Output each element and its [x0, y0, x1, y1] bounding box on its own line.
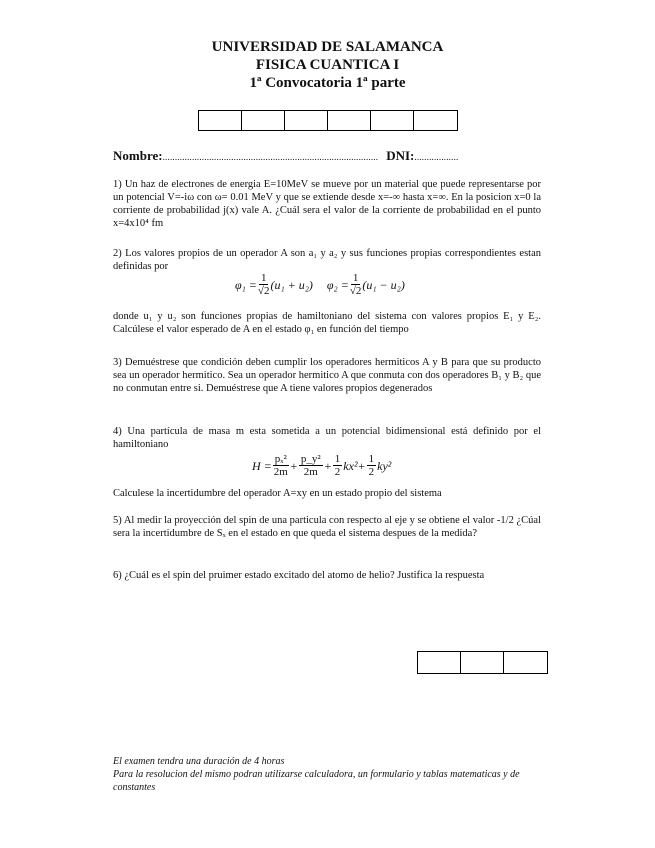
grade-boxes-bottom	[417, 651, 548, 674]
grade-cell[interactable]	[461, 652, 504, 673]
course-title: FISICA CUANTICA I	[255, 57, 400, 73]
eq-half-1	[333, 453, 343, 479]
eq-kx2: kx²	[343, 458, 358, 473]
eq-py-frac	[299, 453, 323, 479]
question-6: 6) ¿Cuál es el spin del pruimer estado excitado del atomo de helio? Justifica la respuesta	[113, 570, 485, 581]
grade-boxes-top	[198, 110, 458, 131]
eq-frac-2	[350, 272, 362, 298]
eq-diff: (u₁ − u₂)	[362, 277, 405, 292]
question-5: 5) Al medir la proyección del spin de una particula con respecto al eje y se obtiene el valor -1/2 ¿Cúal sera la incertidumbre de Sₓ en el estado en que queda el sistema despues de la medida?	[113, 515, 541, 539]
eq-px-frac	[273, 453, 289, 479]
eq-px-num: pₓ²	[274, 453, 287, 465]
eq-frac-1-num: 1	[260, 272, 267, 284]
student-info-row	[113, 148, 541, 164]
eq-plus-1: +	[289, 458, 298, 473]
eq-ky2: ky²	[377, 458, 392, 473]
grade-cell[interactable]	[371, 111, 414, 130]
question-1: 1) Un haz de electrones de energia E=10MeV se mueve por un material que puede representarse por un potencial V=-iω con ω= 0.01 MeV y que se extiende desde x=-∞ hasta x=∞. En la posicion x=0 la corriente de probabilidad j(x) vale A. ¿Cuál sera el valor de la corriente de probabilidad en el punto x=4x10⁴ fm	[113, 179, 541, 229]
equation-phi	[235, 272, 405, 298]
eq-px-den: 2m	[273, 466, 288, 478]
eq-sum: (u₁ + u₂)	[270, 277, 313, 292]
footer-materials: Para la resolucion del mismo podran utilizarse calculadora, un formulario y tablas matematicas y de constantes	[113, 769, 520, 793]
exam-header	[0, 38, 655, 92]
question-2: 2) Los valores propios de un operador A son a₁ y a₂ y sus funciones propias correspondientes estan definidas por	[113, 248, 541, 272]
grade-cell[interactable]	[414, 111, 457, 130]
grade-cell[interactable]	[285, 111, 328, 130]
grade-cell[interactable]	[242, 111, 285, 130]
eq-half-2	[367, 453, 377, 479]
eq-phi1-label: φ₁ =	[235, 277, 257, 292]
eq-frac-2-num: 1	[352, 272, 359, 284]
exam-footer	[113, 755, 543, 794]
eq-half-1-num: 1	[334, 453, 341, 465]
eq-half-2-num: 1	[368, 453, 375, 465]
name-label: Nombre:	[113, 148, 163, 163]
question-4: 4) Una partícula de masa m esta sometida a un potencial bidimensional está definido por el hamiltoniano	[113, 426, 541, 450]
question-3: 3) Demuéstrese que condición deben cumplir los operadores hermiticos A y B para que su producto sea un operador hermitico. Sea un operador hermitico A que conmuta con dos operadores B₁ y B₂ que no conmutan entre si. Demuéstrese que A tiene valores propios degenerados	[113, 357, 541, 394]
equation-hamiltonian	[252, 453, 391, 479]
name-field[interactable]: ........................................................................................	[162, 152, 379, 162]
eq-half-2-den: 2	[368, 466, 375, 478]
eq-half-1-den: 2	[334, 466, 341, 478]
eq-frac-2-den: √2	[349, 285, 362, 297]
question-4-continued: Calculese la incertidumbre del operador A=xy en un estado propio del sistema	[113, 488, 442, 499]
footer-duration: El examen tendra una duración de 4 horas	[113, 756, 285, 767]
grade-cell[interactable]	[418, 652, 461, 673]
university-title: UNIVERSIDAD DE SALAMANCA	[211, 39, 444, 55]
eq-H-label: H =	[252, 458, 272, 473]
grade-cell[interactable]	[199, 111, 242, 130]
eq-plus-2: +	[323, 458, 332, 473]
grade-cell[interactable]	[328, 111, 371, 130]
eq-py-num: p_y²	[300, 453, 321, 465]
eq-phi2-label: φ₂ =	[326, 277, 349, 292]
dni-label: DNI:	[386, 148, 415, 163]
question-2-continued: donde u₁ y u₂ son funciones propias de hamiltoniano del sistema con valores propios E₁ y E₂. Calcúlese el valor esperado de A en el estado φ₁ en función del tiempo	[113, 311, 541, 335]
eq-frac-1-den: √2	[257, 285, 270, 297]
dni-field[interactable]: ..................	[414, 152, 459, 162]
session-title: 1ª Convocatoria 1ª parte	[249, 75, 406, 91]
eq-plus-3: +	[357, 458, 366, 473]
eq-frac-1	[258, 272, 270, 298]
grade-cell[interactable]	[504, 652, 547, 673]
eq-py-den: 2m	[303, 466, 318, 478]
